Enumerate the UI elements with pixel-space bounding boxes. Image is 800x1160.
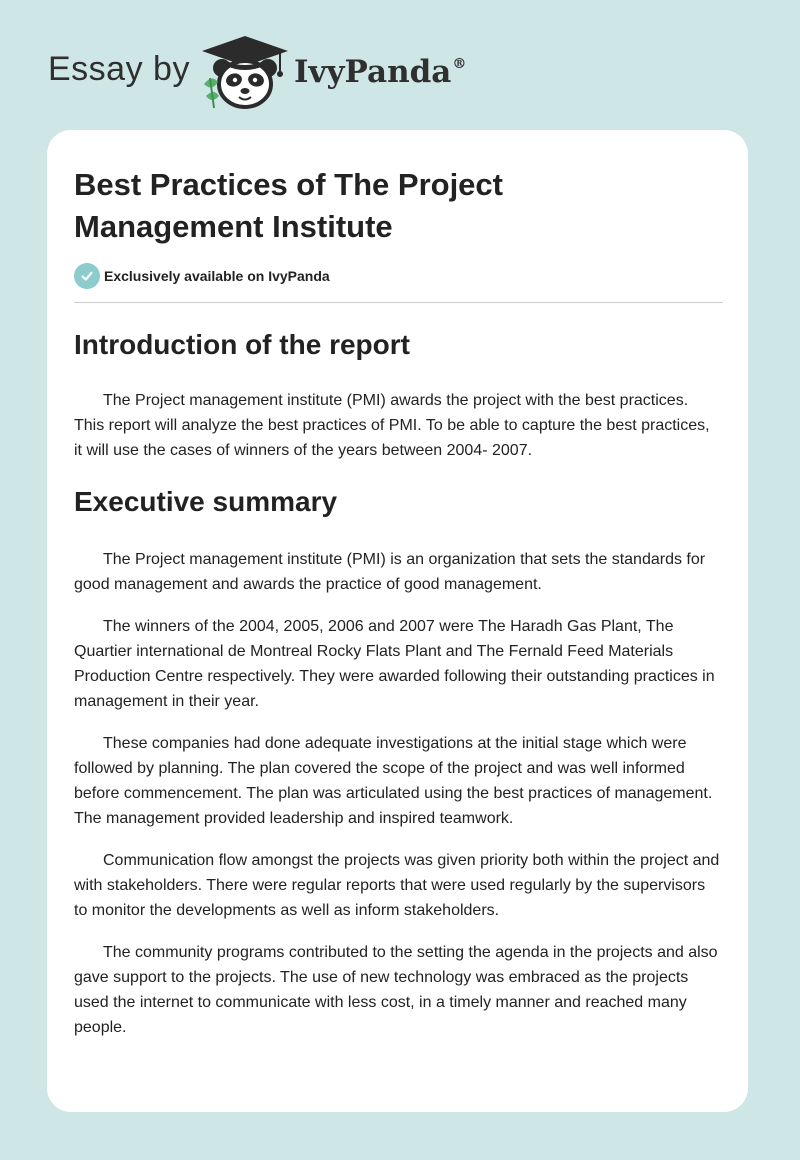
- site-header: [48, 34, 548, 114]
- check-circle-icon: [74, 263, 100, 289]
- section-heading: Executive summary: [74, 486, 338, 517]
- essay-content: [74, 320, 722, 1040]
- divider: [74, 302, 723, 303]
- registered-mark: ®: [452, 56, 467, 72]
- exclusive-badge-text: Exclusively available on IvyPanda: [104, 268, 330, 284]
- paragraph: The winners of the 2004, 2005, 2006 and 2007 were The Haradh Gas Plant, The Quartier international de Montreal Rocky Flats Plant and The Fernald Feed Materials Production Centre respectively. They were awarded following their outstanding practices in management in their year.: [74, 618, 715, 710]
- section-heading: Introduction of the report: [74, 329, 410, 360]
- paragraph: Communication flow amongst the projects was given priority both within the project and with stakeholders. There were regular reports that were used regularly by the supervisors to monitor the developments as well as inform stakeholders.: [74, 852, 720, 919]
- section-executive-summary: [74, 479, 722, 1040]
- paragraph: The Project management institute (PMI) is an organization that sets the standards for good management and awards the practice of good management.: [74, 551, 706, 593]
- exclusive-badge: [74, 263, 330, 289]
- paragraph: The Project management institute (PMI) awards the project with the best practices. This report will analyze the best practices of PMI. To be able to capture the best practices, it will use the cases of winners of the years between 2004- 2007.: [74, 392, 710, 459]
- essay-by-label: Essay by: [48, 50, 190, 88]
- paragraph: These companies had done adequate investigations at the initial stage which were followed by planning. The plan covered the scope of the project and was well informed before commencement. The plan was articulated using the best practices of management. The management provided leadership and inspired teamwork.: [74, 735, 713, 827]
- paragraph: The community programs contributed to the setting the agenda in the projects and also gave support to the projects. The use of new technology was embraced as the projects used the internet to communicate with less cost, in a timely manner and reached many people.: [74, 944, 718, 1036]
- essay-card: [47, 130, 748, 1112]
- panda-graduation-cap-logo[interactable]: [200, 34, 290, 110]
- brand-name[interactable]: IvyPanda®: [294, 54, 467, 90]
- section-introduction: [74, 322, 722, 463]
- essay-title: Best Practices of The Project Management Institute: [74, 167, 503, 244]
